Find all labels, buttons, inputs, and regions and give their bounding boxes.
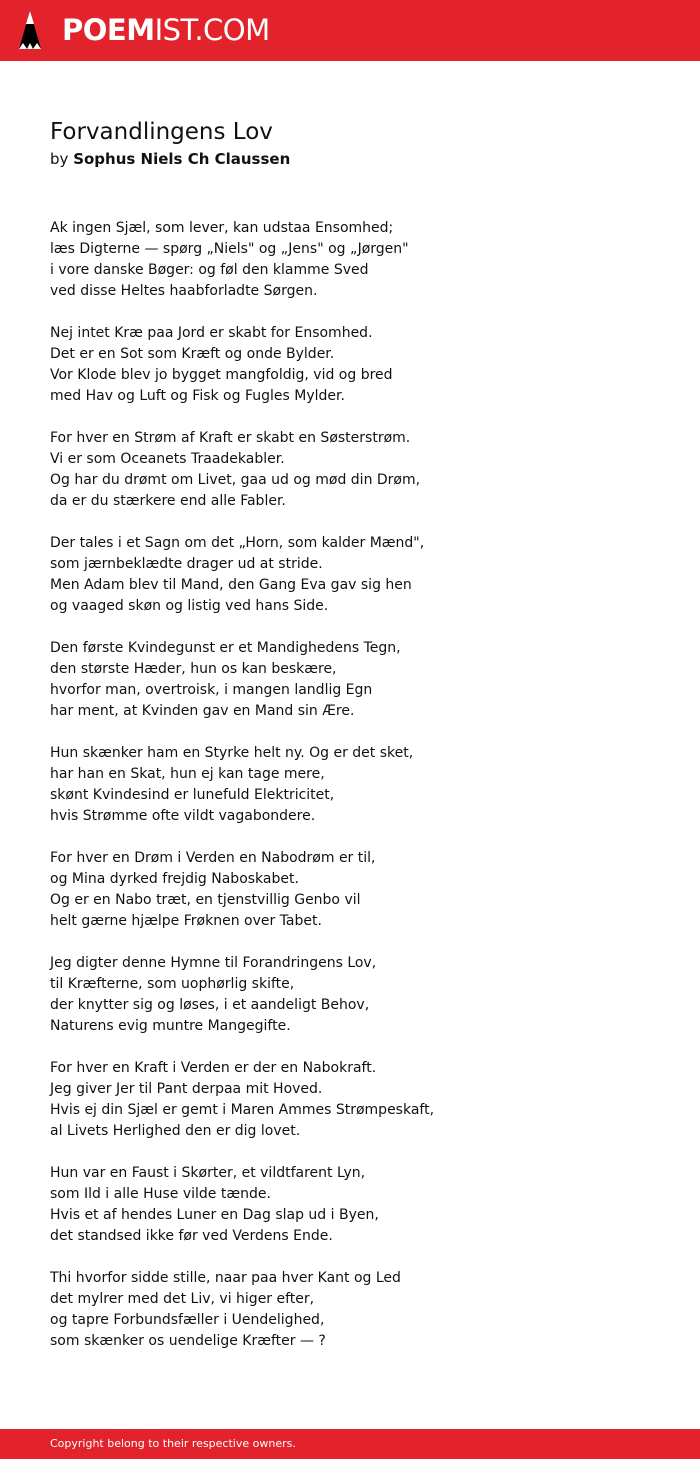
- site-logo[interactable]: [62, 10, 270, 50]
- stanza: [50, 323, 610, 407]
- stanza: [50, 953, 610, 1037]
- poem-line: Hvis ej din Sjæl er gemt i Maren Ammes Strømpeskaft,: [50, 1102, 435, 1118]
- byline: [50, 149, 290, 169]
- poem-line: og vaaged skøn og listig ved hans Side.: [50, 598, 329, 614]
- poem-line: Hun skænker ham en Styrke helt ny. Og er det sket,: [50, 745, 414, 761]
- poem-body: [50, 218, 610, 1373]
- poem-line: For hver en Drøm i Verden en Nabodrøm er til,: [50, 850, 376, 866]
- poem-title: Forvandlingens Lov: [50, 119, 273, 145]
- stanza: [50, 1268, 610, 1352]
- poem-line: Thi hvorfor sidde stille, naar paa hver Kant og Led: [50, 1270, 401, 1286]
- logo-light-text: IST.COM: [154, 13, 270, 47]
- poem-line: har ment, at Kvinden gav en Mand sin Ære.: [50, 703, 355, 719]
- poem-line: Hun var en Faust i Skørter, et vildtfarent Lyn,: [50, 1165, 366, 1181]
- poem-line: det standsed ikke før ved Verdens Ende.: [50, 1228, 333, 1244]
- by-label: by: [50, 150, 69, 168]
- poem-line: skønt Kvindesind er lunefuld Elektricitet,: [50, 787, 335, 803]
- poem-line: Men Adam blev til Mand, den Gang Eva gav sig hen: [50, 577, 412, 593]
- poem-line: Og har du drømt om Livet, gaa ud og mød din Drøm,: [50, 472, 421, 488]
- poem-line: og tapre Forbundsfæller i Uendelighed,: [50, 1312, 325, 1328]
- poem-line: med Hav og Luft og Fisk og Fugles Mylder.: [50, 388, 345, 404]
- poem-line: For hver en Kraft i Verden er der en Nabokraft.: [50, 1060, 377, 1076]
- poem-line: For hver en Strøm af Kraft er skabt en Søsterstrøm.: [50, 430, 411, 446]
- pencil-icon[interactable]: [18, 10, 42, 52]
- logo-bold-text: POEM: [62, 13, 155, 47]
- poem-line: Vor Klode blev jo bygget mangfoldig, vid og bred: [50, 367, 393, 383]
- poem-line: Naturens evig muntre Mangegifte.: [50, 1018, 291, 1034]
- poem-line: som Ild i alle Huse vilde tænde.: [50, 1186, 271, 1202]
- poem-line: som skænker os uendelige Kræfter — ?: [50, 1333, 326, 1349]
- stanza: [50, 533, 610, 617]
- poem-line: har han en Skat, hun ej kan tage mere,: [50, 766, 325, 782]
- poem-line: i vore danske Bøger: og føl den klamme Sved: [50, 262, 369, 278]
- poem-line: der knytter sig og løses, i et aandeligt Behov,: [50, 997, 370, 1013]
- poem-line: den største Hæder, hun os kan beskære,: [50, 661, 337, 677]
- poem-line: det mylrer med det Liv, vi higer efter,: [50, 1291, 315, 1307]
- poem-line: Den første Kvindegunst er et Mandighedens Tegn,: [50, 640, 401, 656]
- stanza: [50, 743, 610, 827]
- poem-line: Vi er som Oceanets Traadekabler.: [50, 451, 285, 467]
- poem-line: til Kræfterne, som uophørlig skifte,: [50, 976, 295, 992]
- poem-line: hvorfor man, overtroisk, i mangen landlig Egn: [50, 682, 373, 698]
- poem-line: Og er en Nabo træt, en tjenstvillig Genbo vil: [50, 892, 361, 908]
- stanza: [50, 428, 610, 512]
- poem-line: og Mina dyrked frejdig Naboskabet.: [50, 871, 299, 887]
- copyright-text: Copyright belong to their respective owners.: [50, 1437, 296, 1450]
- poem-line: hvis Strømme ofte vildt vagabondere.: [50, 808, 316, 824]
- poem-line: al Livets Herlighed den er dig lovet.: [50, 1123, 301, 1139]
- stanza: [50, 1163, 610, 1247]
- poem-line: som jærnbeklædte drager ud at stride.: [50, 556, 323, 572]
- site-footer: [0, 1429, 700, 1459]
- poem-line: Hvis et af hendes Luner en Dag slap ud i Byen,: [50, 1207, 379, 1223]
- stanza: [50, 638, 610, 722]
- poem-line: Det er en Sot som Kræft og onde Bylder.: [50, 346, 335, 362]
- poem-line: Ak ingen Sjæl, som lever, kan udstaa Ensomhed;: [50, 220, 394, 236]
- poem-line: da er du stærkere end alle Fabler.: [50, 493, 286, 509]
- poem-line: ved disse Heltes haabforladte Sørgen.: [50, 283, 318, 299]
- stanza: [50, 218, 610, 302]
- poem-line: Der tales i et Sagn om det „Horn, som kalder Mænd",: [50, 535, 425, 551]
- stanza: [50, 1058, 610, 1142]
- poem-line: læs Digterne — spørg „Niels" og „Jens" og „Jørgen": [50, 241, 409, 257]
- poem-line: Jeg giver Jer til Pant derpaa mit Hoved.: [50, 1081, 323, 1097]
- poem-line: Nej intet Kræ paa Jord er skabt for Ensomhed.: [50, 325, 373, 341]
- author-name: Sophus Niels Ch Claussen: [73, 150, 291, 168]
- stanza: [50, 848, 610, 932]
- poem-line: helt gærne hjælpe Frøknen over Tabet.: [50, 913, 322, 929]
- site-header: [0, 0, 700, 61]
- poem-line: Jeg digter denne Hymne til Forandringens Lov,: [50, 955, 377, 971]
